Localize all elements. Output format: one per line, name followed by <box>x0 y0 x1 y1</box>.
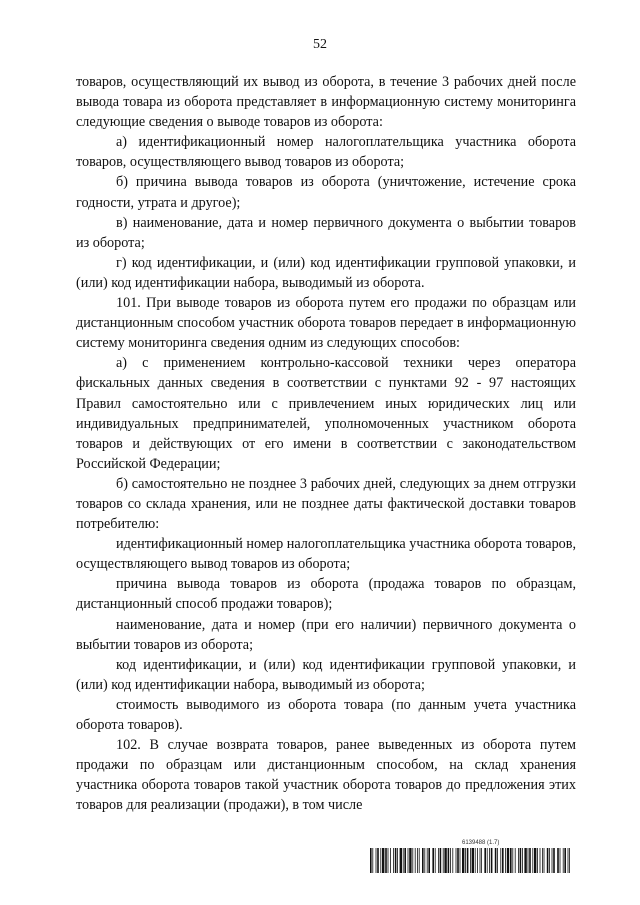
paragraph: г) код идентификации, и (или) код идентификации групповой упаковки, и (или) код идентификации набора, выводимый из оборота. <box>76 254 576 291</box>
paragraph: 101. При выводе товаров из оборота путем его продажи по образцам или дистанционным способом участник оборота товаров передает в информационную систему мониторинга сведения одним из следующих способов: <box>76 295 576 352</box>
paragraph: в) наименование, дата и номер первичного документа о выбытии товаров из оборота; <box>76 214 576 251</box>
paragraph: идентификационный номер налогоплательщика участника оборота товаров, осуществляющего вывод товаров из оборота; <box>76 536 576 573</box>
paragraph: причина вывода товаров из оборота (продажа товаров по образцам, дистанционный способ продажи товаров); <box>76 576 576 613</box>
paragraph: стоимость выводимого из оборота товара (по данным учета участника оборота товаров). <box>76 696 576 733</box>
paragraph: код идентификации, и (или) код идентификации групповой упаковки, и (или) код идентификации набора, выводимый из оборота; <box>76 656 576 693</box>
paragraph: 102. В случае возврата товаров, ранее выведенных из оборота путем продажи по образцам или дистанционным способом, на склад хранения участника оборота товаров такой участник оборота товаров до предложения этих товаров для реализации (продажи), в том числе <box>76 737 576 814</box>
paragraph: а) идентификационный номер налогоплательщика участника оборота товаров, осуществляющего вывод товаров из оборота; <box>76 134 576 171</box>
barcode-label: 6139488 (1.7) <box>462 840 500 846</box>
paragraph: товаров, осуществляющий их вывод из оборота, в течение 3 рабочих дней после вывода товара из оборота представляет в информационную систему мониторинга следующие сведения о выводе товаров из оборота: <box>76 74 576 131</box>
paragraph: а) с применением контрольно-кассовой техники через оператора фискальных данных сведения в соответствии с пунктами 92 - 97 настоящих Правил самостоятельно или с привлечением иных юридических лиц или индивидуальных предпринимателей, уполномоченных участником оборота товаров и действующих от его имени в соответствии с законодательством Российской Федерации; <box>76 355 576 472</box>
barcode <box>370 848 570 873</box>
document-body <box>76 72 576 815</box>
page-number: 52 <box>313 37 327 52</box>
paragraph: б) причина вывода товаров из оборота (уничтожение, истечение срока годности, утрата и другое); <box>76 174 576 211</box>
paragraph: б) самостоятельно не позднее 3 рабочих дней, следующих за днем отгрузки товаров со склада хранения, или не позднее даты фактической доставки товаров потребителю: <box>76 475 576 533</box>
paragraph: наименование, дата и номер (при его наличии) первичного документа о выбытии товаров из оборота; <box>76 616 576 653</box>
